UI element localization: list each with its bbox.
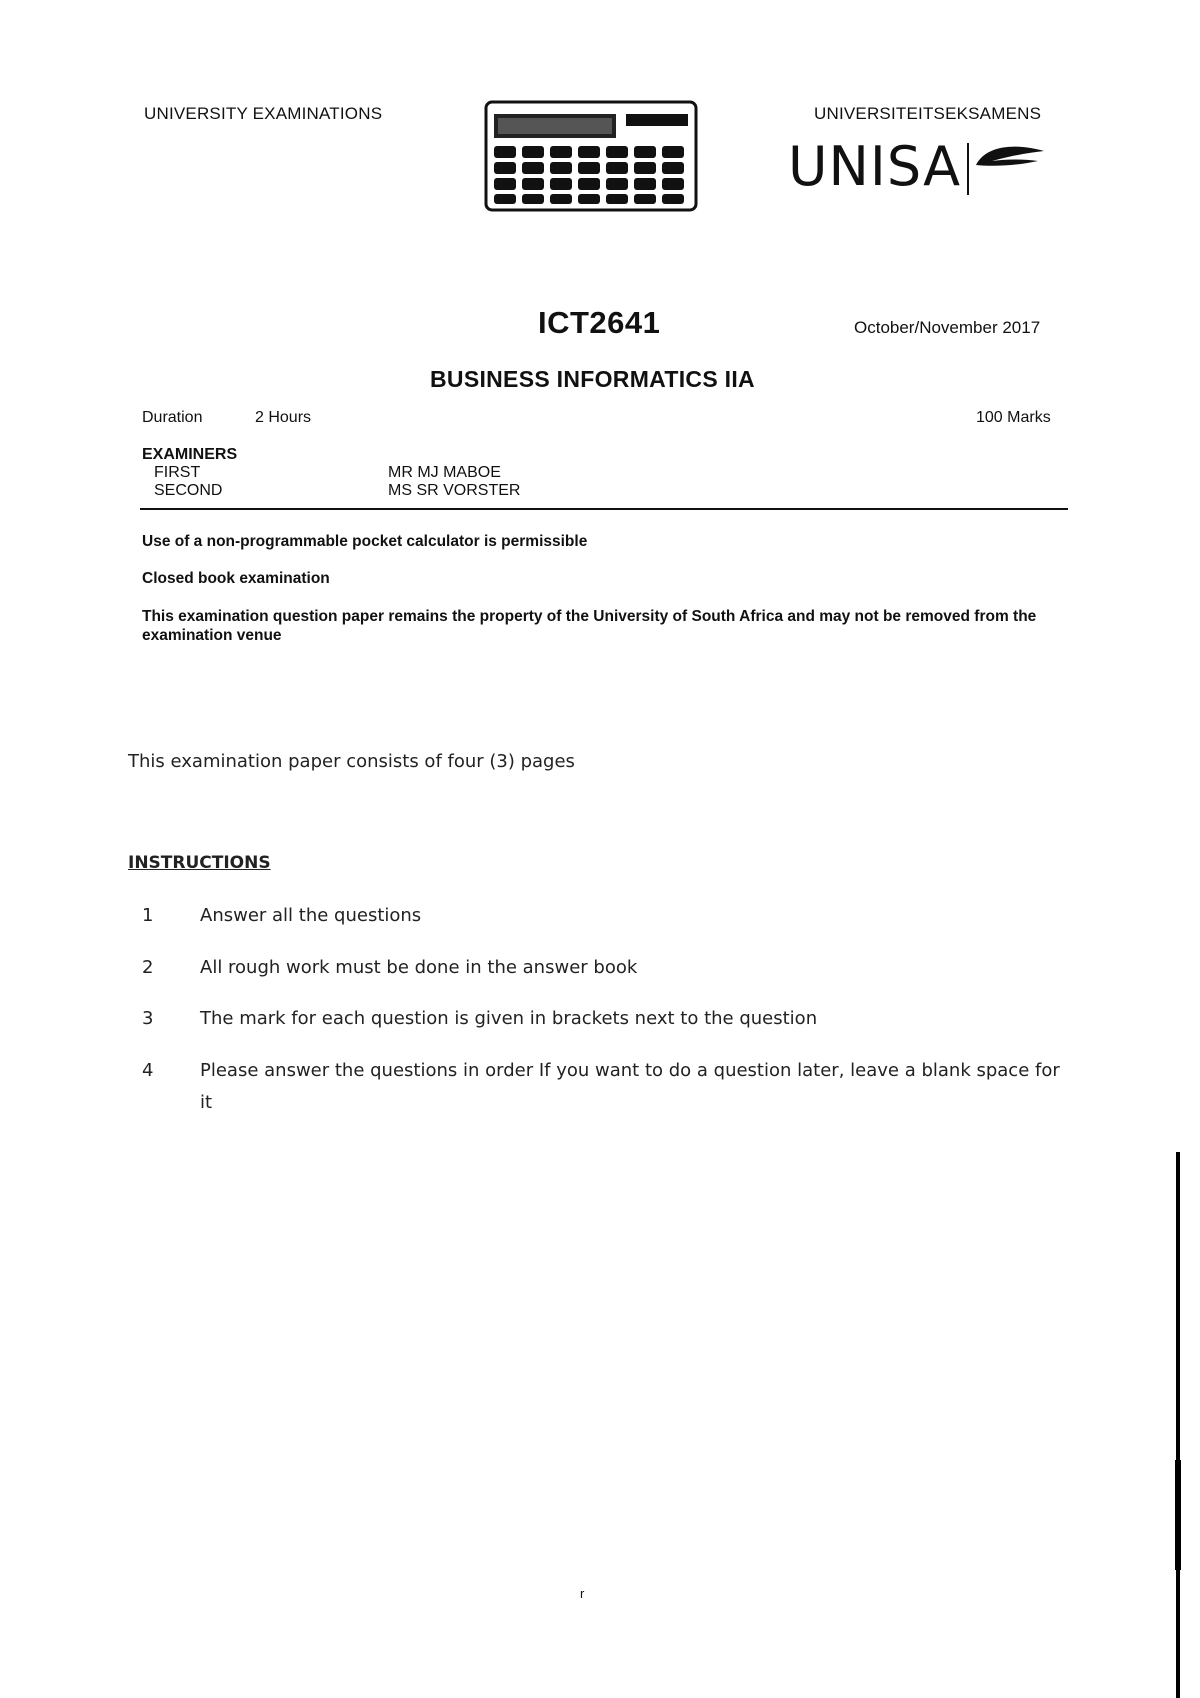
first-examiner-label: FIRST [154,464,201,481]
university-examinations-label: UNIVERSITY EXAMINATIONS [144,104,383,123]
duration-label: Duration [142,409,203,426]
closed-book-note: Closed book examination [142,570,330,587]
pages-note: This examination paper consists of four (3) pages [128,751,575,772]
instruction-text: Answer all the questions [200,905,422,926]
total-marks: 100 Marks [976,409,1051,426]
universiteitseksamens-label: UNIVERSITEITSEKSAMENS [814,104,1042,123]
second-examiner-name: MS SR VORSTER [388,482,521,499]
instruction-number: 1 [142,905,154,926]
instruction-number: 3 [142,1008,154,1029]
exam-date: October/November 2017 [854,318,1041,337]
duration-value: 2 Hours [255,409,312,426]
instruction-number: 4 [142,1060,154,1081]
header-divider [140,508,1068,510]
scan-edge-bar [1175,1460,1181,1570]
instruction-text: All rough work must be done in the answer book [200,957,638,978]
instructions-heading: INSTRUCTIONS [128,853,271,873]
unisa-logo-word: UNISA [788,135,962,198]
instruction-number: 2 [142,957,154,978]
calculator-note: Use of a non-programmable pocket calculator is permissible [142,533,588,550]
unisa-logo-mark [966,141,1046,197]
first-examiner-name: MR MJ MABOE [388,464,501,481]
exam-code: ICT2641 [538,305,661,340]
instruction-text: Please answer the questions in order If you want to do a question later, leave a blank space for it [200,1060,1060,1113]
instruction-text: The mark for each question is given in brackets next to the question [200,1008,818,1029]
scan-edge-bar [1176,1152,1180,1698]
calculator-icon [484,100,698,212]
second-examiner-label: SECOND [154,482,223,499]
footer-mark: r [580,1586,585,1601]
examiners-heading: EXAMINERS [142,446,238,463]
exam-title: BUSINESS INFORMATICS IIA [430,366,755,392]
property-note: This examination question paper remains the property of the University of South Africa and may not be removed from the examination venue [142,608,1037,644]
